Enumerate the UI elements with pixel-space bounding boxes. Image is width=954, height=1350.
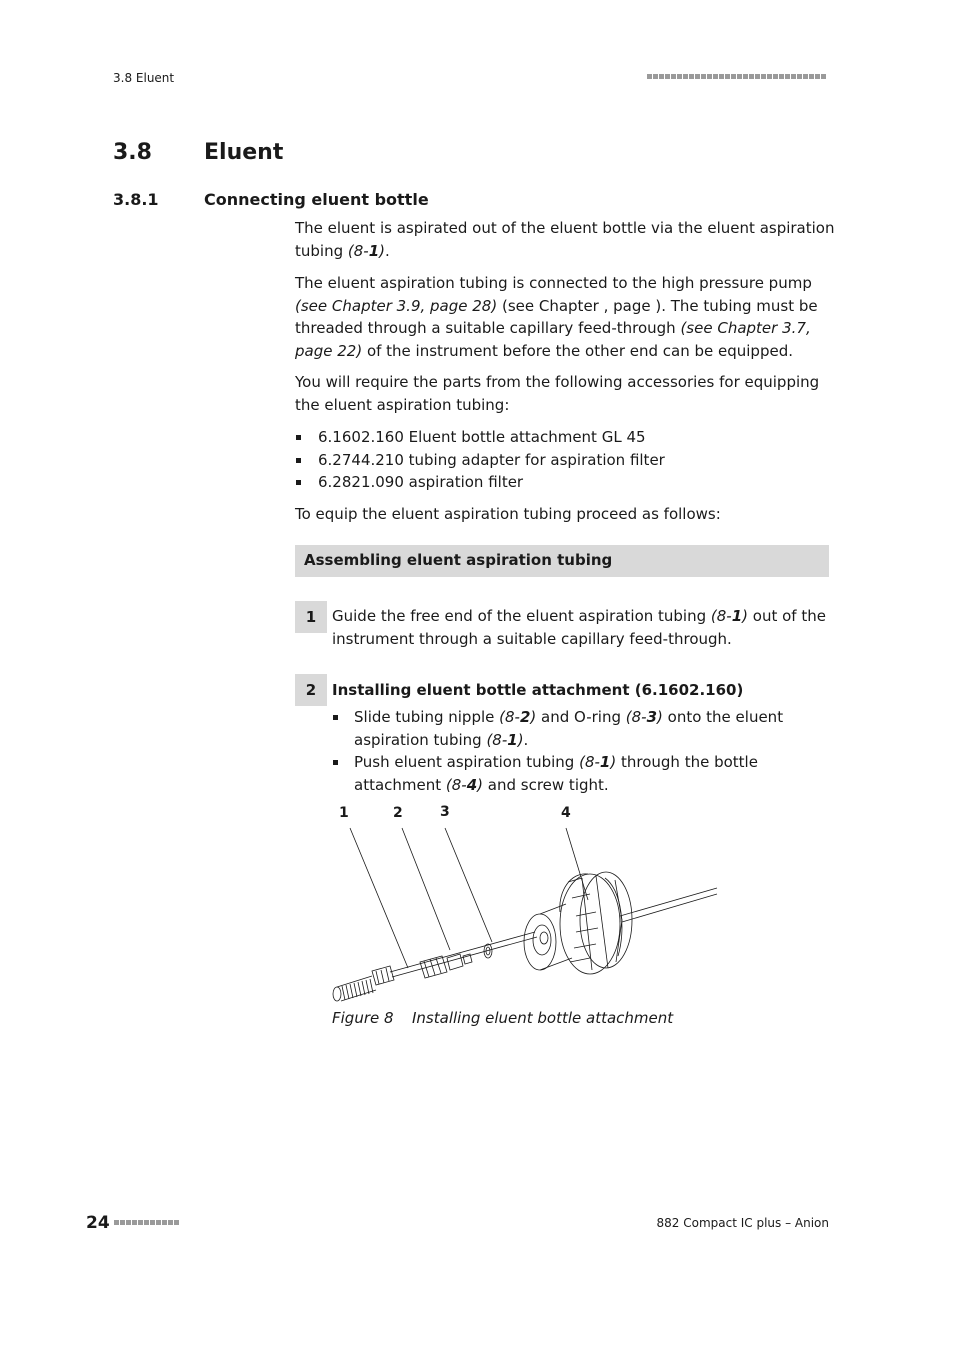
procedure-title: Assembling eluent aspiration tubing bbox=[304, 551, 613, 569]
list-item-text: 6.2744.210 tubing adapter for aspiration filter bbox=[318, 450, 665, 469]
list-item bbox=[295, 471, 835, 494]
step-2-list bbox=[332, 706, 832, 796]
list-item-text: 6.2821.090 aspiration filter bbox=[318, 473, 524, 491]
list-item bbox=[332, 751, 832, 796]
figure-label-3: 3 bbox=[440, 804, 450, 820]
list-item bbox=[295, 449, 835, 472]
step-number-1: 1 bbox=[295, 601, 327, 633]
figure-caption-label: Figure 8 bbox=[332, 1009, 394, 1027]
text: . bbox=[523, 730, 529, 749]
figure-caption-text: Installing eluent bottle attachment bbox=[412, 1009, 674, 1027]
text: Push eluent aspiration tubing bbox=[354, 753, 580, 771]
ref: ) bbox=[610, 753, 617, 771]
ref: ) bbox=[517, 730, 524, 749]
accessory-list bbox=[295, 426, 835, 494]
section-title: Eluent bbox=[204, 140, 284, 165]
ref: (8- bbox=[499, 708, 520, 726]
list-item bbox=[295, 426, 835, 449]
subsection-number: 3.8.1 bbox=[113, 190, 159, 209]
figure-caption bbox=[332, 1009, 673, 1027]
running-header: 3.8 Eluent bbox=[113, 71, 175, 85]
paragraph-connection bbox=[295, 272, 835, 362]
text: through the bottle attachment bbox=[354, 753, 758, 794]
section-heading bbox=[113, 140, 283, 165]
text: of the instrument before the other end can be equipped. bbox=[362, 341, 793, 360]
text: . bbox=[384, 241, 390, 260]
ref: ) bbox=[657, 708, 663, 726]
step-number-2: 2 bbox=[295, 674, 327, 706]
bullet-icon bbox=[296, 458, 301, 463]
subsection-title: Connecting eluent bottle bbox=[204, 190, 429, 209]
ref: (8- bbox=[625, 708, 647, 726]
bottle-attachment-illustration bbox=[320, 820, 730, 1010]
text: out of the instrument through a suitable capillary feed-through. bbox=[332, 607, 826, 648]
step-1-text bbox=[332, 605, 832, 650]
ref: (8- bbox=[710, 607, 732, 625]
text: and O-ring bbox=[536, 708, 626, 726]
paragraph-aspiration bbox=[295, 217, 835, 262]
ref-number: 1 bbox=[731, 607, 743, 625]
page-number: 24 bbox=[86, 1213, 110, 1233]
list-item bbox=[332, 706, 832, 751]
figure-label-4: 4 bbox=[561, 805, 571, 821]
ref: ) bbox=[477, 775, 484, 794]
step-2-title: Installing eluent bottle attachment (6.1602.160) bbox=[332, 681, 744, 699]
text: Slide tubing nipple bbox=[354, 708, 500, 726]
footer-decoration bbox=[114, 1220, 180, 1239]
figure-label-1: 1 bbox=[339, 805, 349, 821]
chapter-link-3-9[interactable]: (see Chapter 3.9, page 28) bbox=[295, 296, 498, 315]
ref: ) bbox=[742, 607, 749, 625]
ref-number: 1 bbox=[599, 753, 611, 771]
ref: (8- bbox=[486, 730, 508, 749]
list-item-text: 6.1602.160 Eluent bottle attachment GL 45 bbox=[318, 428, 646, 446]
bullet-icon bbox=[296, 480, 301, 485]
ref-number: 1 bbox=[507, 730, 518, 749]
text: The eluent is aspirated out of the eluent bottle via the eluent aspiration tubing bbox=[295, 219, 835, 260]
ref-number: 4 bbox=[466, 775, 478, 794]
paragraph-procedure-intro: To equip the eluent aspiration tubing proceed as follows: bbox=[295, 505, 721, 523]
ref-number: 1 bbox=[368, 241, 380, 260]
text: The eluent aspiration tubing is connected to the high pressure pump bbox=[295, 274, 812, 292]
paragraph-accessories: You will require the parts from the following accessories for equipping the eluent aspiration tubing: bbox=[295, 373, 820, 414]
ref: (8- bbox=[445, 775, 467, 794]
text: Guide the free end of the eluent aspiration tubing bbox=[332, 607, 711, 625]
procedure-title-bar bbox=[295, 545, 829, 577]
text: onto the eluent aspiration tubing bbox=[354, 708, 784, 749]
ref-number: 3 bbox=[646, 708, 658, 726]
footer-product: 882 Compact IC plus – Anion bbox=[656, 1216, 829, 1230]
section-number: 3.8 bbox=[113, 140, 152, 165]
ref: (8- bbox=[579, 753, 600, 771]
figure-label-2: 2 bbox=[393, 805, 403, 821]
bullet-icon bbox=[333, 760, 338, 765]
ref: ) bbox=[379, 241, 385, 260]
chapter-link-3-7[interactable]: (see Chapter 3.7, page 22) bbox=[295, 319, 811, 360]
text: and screw tight. bbox=[483, 775, 609, 794]
subsection-heading bbox=[113, 190, 429, 209]
text: (see Chapter , page ). The tubing must be threaded through a suitable capillary feed-through bbox=[295, 296, 818, 337]
ref: (8- bbox=[347, 241, 369, 260]
bullet-icon bbox=[296, 435, 301, 440]
ref: ) bbox=[530, 708, 537, 726]
ref-number: 2 bbox=[519, 708, 531, 726]
bullet-icon bbox=[333, 715, 338, 720]
header-decoration bbox=[647, 74, 829, 82]
